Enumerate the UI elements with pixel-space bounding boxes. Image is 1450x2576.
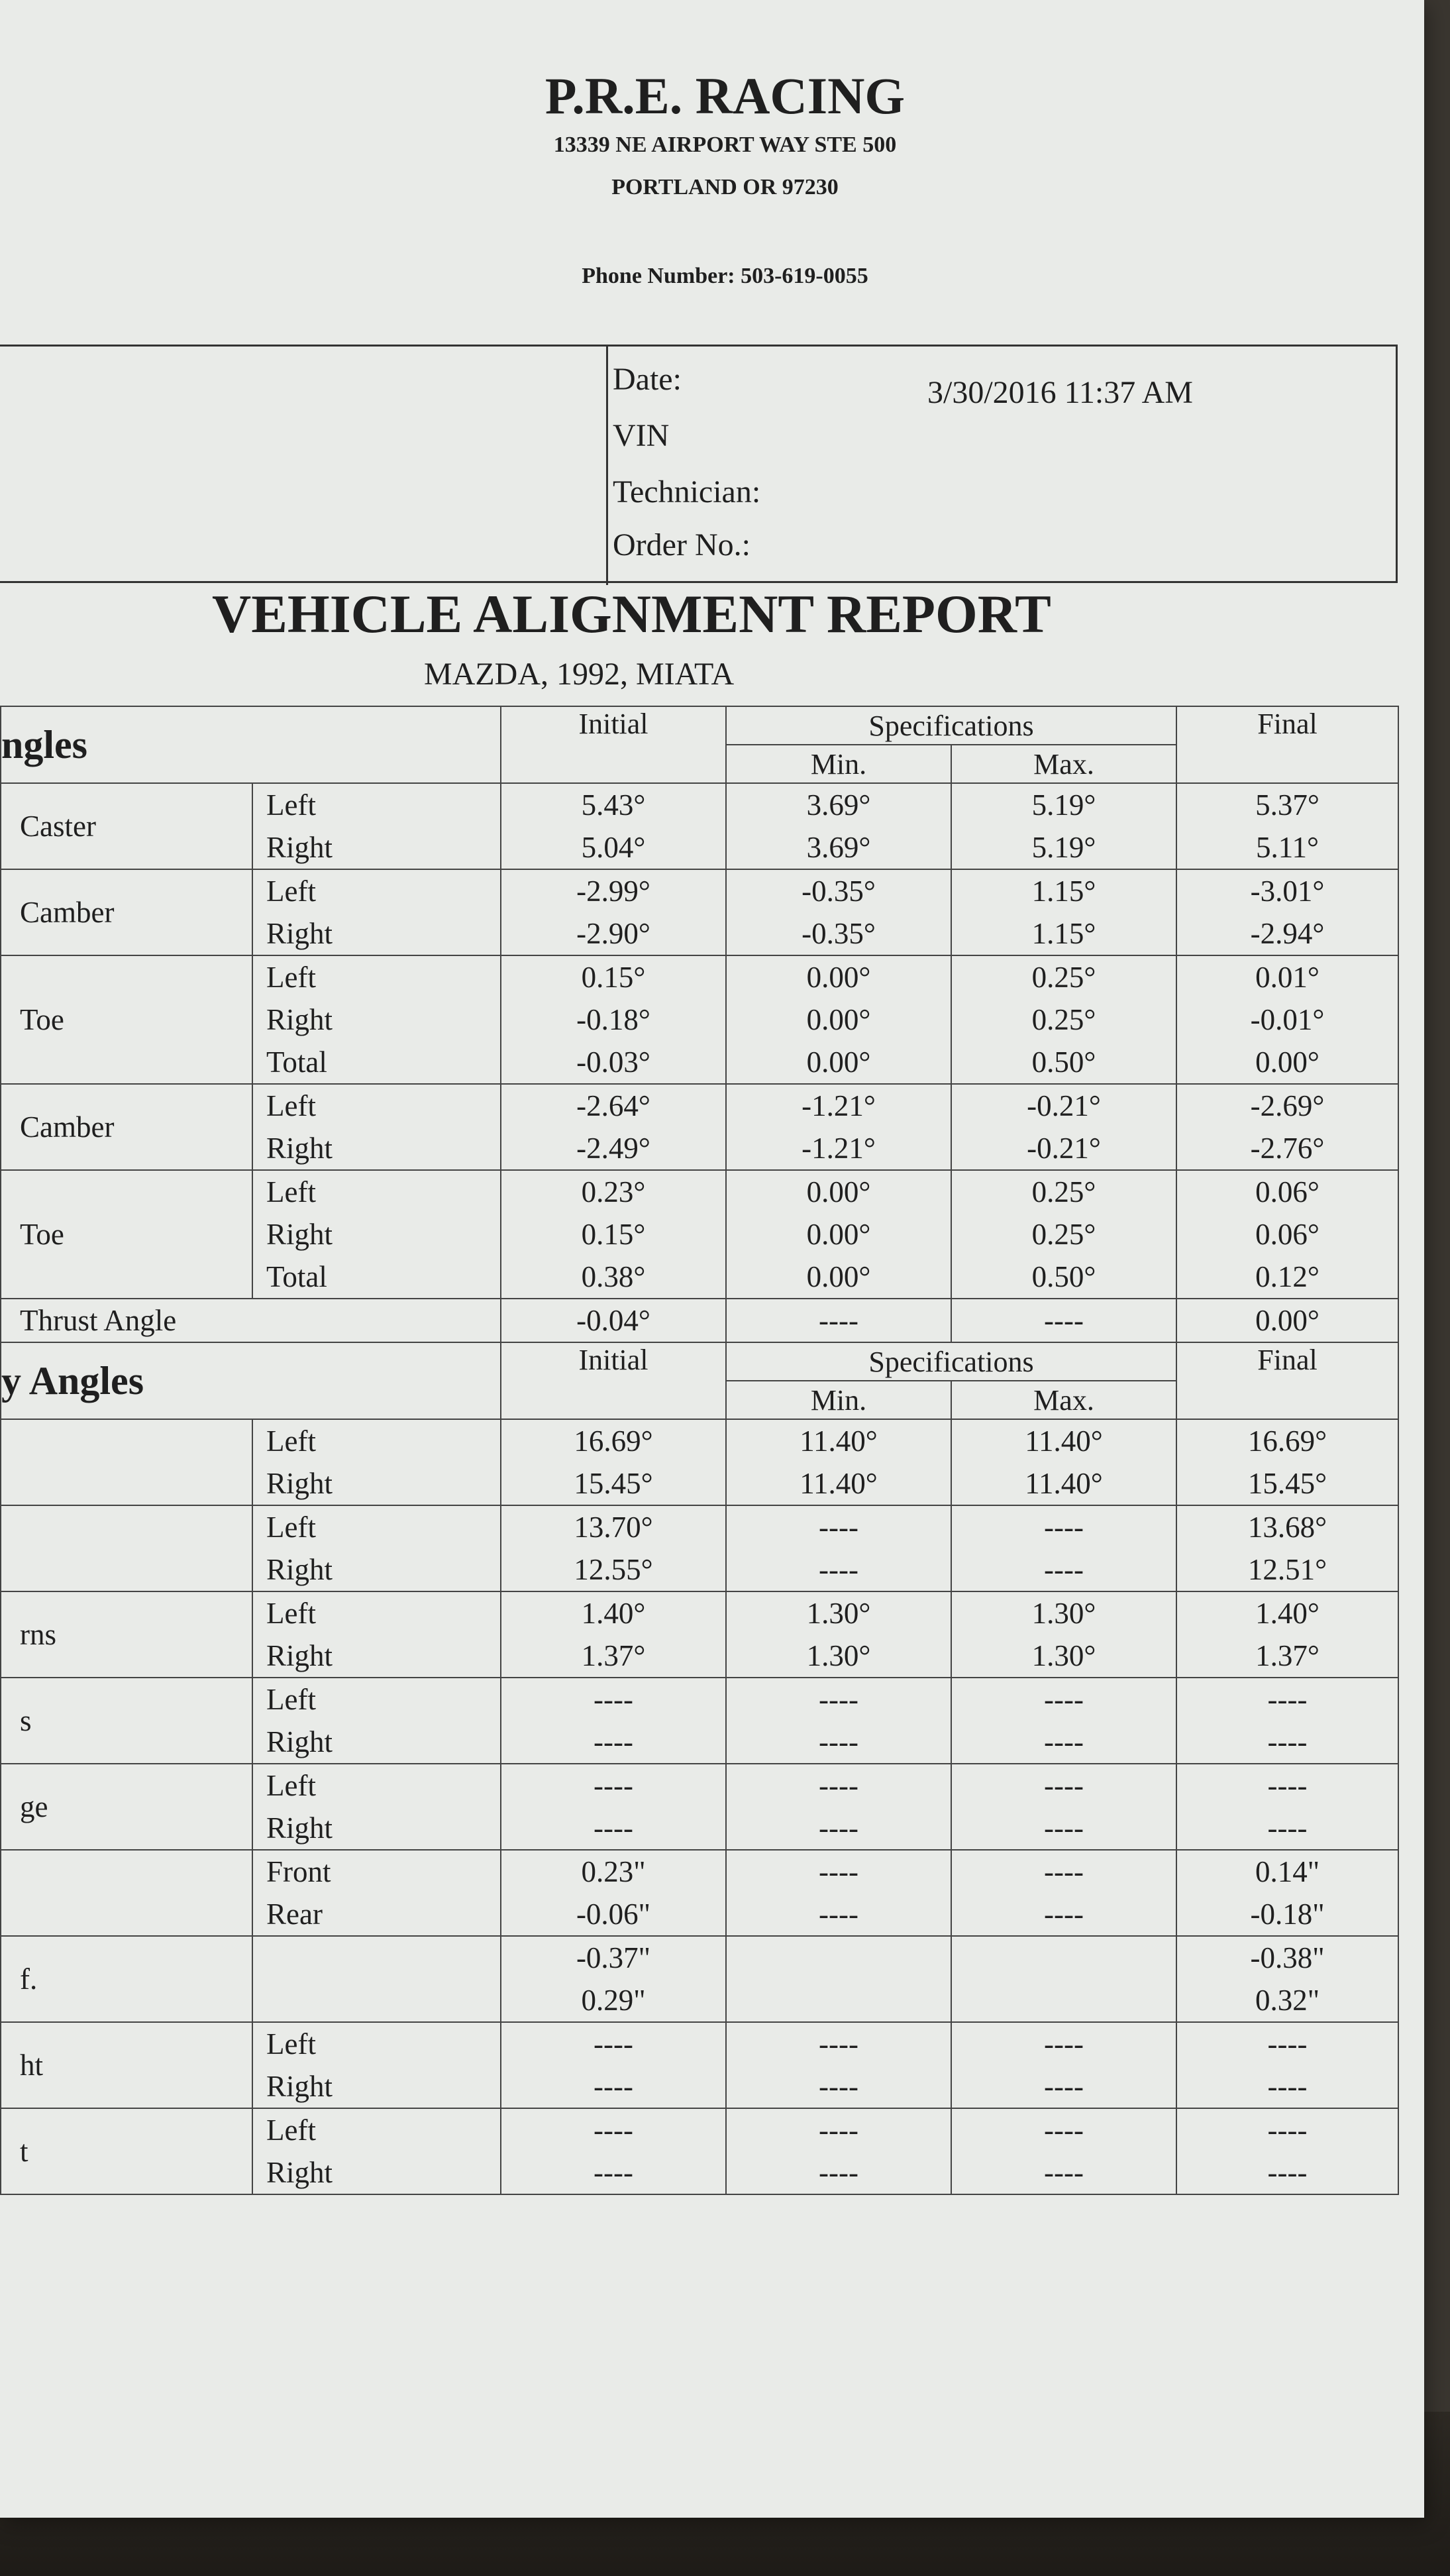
table-row — [1, 955, 1398, 1084]
max-header: Max. — [951, 745, 1176, 783]
final-cell-value: -0.18" — [1250, 1898, 1325, 1931]
side-label-value: Right — [266, 1639, 333, 1672]
max-cell-value: ---- — [1044, 2114, 1084, 2147]
thrust-final: 0.00° — [1176, 1299, 1398, 1342]
header-row-secondary — [1, 1342, 1398, 1381]
angle-label: Camber — [1, 1084, 252, 1170]
angle-label: f. — [1, 1936, 252, 2022]
side-label-value: Left — [266, 1089, 316, 1122]
max-cell — [951, 1936, 1176, 2022]
side-label-value: Left — [266, 1511, 316, 1544]
min-cell-value: ---- — [819, 1725, 858, 1758]
side-label-value: Left — [266, 2114, 316, 2147]
min-cell — [726, 1850, 951, 1936]
final-cell — [1176, 1850, 1398, 1936]
info-divider — [606, 347, 608, 585]
max-cell-value: ---- — [1044, 2070, 1084, 2103]
max-cell-value — [952, 1937, 1176, 1979]
min-cell-value: 0.00° — [806, 1175, 871, 1208]
side-label — [252, 1084, 501, 1170]
side-label — [252, 1850, 501, 1936]
max-cell-value: 11.40° — [1025, 1424, 1103, 1458]
final-cell-value: 1.37° — [1255, 1639, 1320, 1672]
initial-header: Initial — [501, 706, 726, 783]
initial-cell — [501, 1850, 726, 1936]
max-cell — [951, 1678, 1176, 1764]
max-cell-value: 0.50° — [1031, 1046, 1096, 1079]
side-label-value: Front — [266, 1855, 331, 1888]
max-cell — [951, 1850, 1176, 1936]
initial-cell-value: ---- — [594, 2114, 633, 2147]
initial-cell-value: ---- — [594, 1683, 633, 1716]
angle-label: Camber — [1, 869, 252, 955]
final-cell — [1176, 955, 1398, 1084]
final-cell-value: 0.06° — [1255, 1175, 1320, 1208]
initial-cell-value: 15.45° — [574, 1467, 653, 1500]
min-cell — [726, 955, 951, 1084]
angle-label: Toe — [1, 955, 252, 1084]
initial-cell-value: ---- — [594, 1725, 633, 1758]
min-header: Min. — [726, 745, 951, 783]
initial-cell-value: 0.29" — [581, 1984, 646, 2017]
technician-label: Technician: — [613, 474, 761, 510]
initial-cell-value: 5.04° — [581, 831, 646, 864]
initial-cell-value: ---- — [594, 2070, 633, 2103]
initial-cell-value: -0.06" — [576, 1898, 651, 1931]
max-cell-value: ---- — [1044, 1811, 1084, 1845]
thrust-max: ---- — [951, 1299, 1176, 1342]
min-cell-value: 0.00° — [806, 1260, 871, 1293]
final-cell-value: 15.45° — [1247, 1467, 1327, 1500]
min-cell-value: 3.69° — [806, 788, 871, 822]
final-header: Final — [1176, 706, 1398, 783]
side-label — [252, 783, 501, 869]
table-row — [1, 1678, 1398, 1764]
max-cell-value: ---- — [1044, 1769, 1084, 1802]
initial-cell — [501, 1419, 726, 1505]
side-label-value: Left — [266, 1769, 316, 1802]
side-label-value: Right — [266, 2070, 333, 2103]
side-label — [252, 2022, 501, 2108]
max-cell-value: 0.50° — [1031, 1260, 1096, 1293]
min-cell-value: 11.40° — [800, 1467, 878, 1500]
side-label — [252, 2108, 501, 2194]
initial-cell-value: ---- — [594, 1769, 633, 1802]
min-cell — [726, 1170, 951, 1299]
final-cell-value: 13.68° — [1247, 1511, 1327, 1544]
angle-label: Toe — [1, 1170, 252, 1299]
final-cell-value: ---- — [1267, 1811, 1308, 1845]
initial-cell — [501, 783, 726, 869]
max-cell — [951, 1505, 1176, 1591]
min-cell-value: ---- — [819, 1553, 858, 1586]
min-cell-value: 0.00° — [806, 1003, 871, 1036]
final-cell-value: ---- — [1267, 1683, 1308, 1716]
side-label-value: Left — [266, 961, 316, 994]
initial-cell-value: -0.37" — [576, 1941, 651, 1974]
final-cell — [1176, 1936, 1398, 2022]
company-phone: Phone Number: 503-619-0055 — [582, 264, 868, 288]
initial-cell-value: 12.55° — [574, 1553, 653, 1586]
initial-cell — [501, 2108, 726, 2194]
max-cell-value: -0.21° — [1027, 1132, 1101, 1165]
max-cell-value: 0.25° — [1031, 961, 1096, 994]
initial-cell — [501, 1936, 726, 2022]
initial-cell-value: -2.64° — [576, 1089, 650, 1122]
table-row — [1, 1764, 1398, 1850]
table-row — [1, 1084, 1398, 1170]
min-cell — [726, 1419, 951, 1505]
final-cell-value: ---- — [1267, 1769, 1308, 1802]
initial-cell — [501, 2022, 726, 2108]
max-cell — [951, 783, 1176, 869]
final-cell — [1176, 2108, 1398, 2194]
initial-cell-value: 0.15° — [581, 961, 646, 994]
min-cell-value: ---- — [819, 2156, 858, 2189]
min-cell — [726, 869, 951, 955]
table-row — [1, 1591, 1398, 1678]
min-cell-value: 0.00° — [806, 1046, 871, 1079]
side-label-value: Left — [266, 1683, 316, 1716]
final-cell-value: 16.69° — [1247, 1424, 1327, 1458]
final-cell-value: 5.11° — [1255, 831, 1320, 864]
angle-label: rns — [1, 1591, 252, 1678]
date-label: Date: — [613, 362, 682, 397]
final-cell-value: -0.38" — [1250, 1941, 1325, 1974]
side-label-value: Right — [266, 1553, 333, 1586]
max-cell-value: 1.15° — [1031, 875, 1096, 908]
min-cell — [726, 1591, 951, 1678]
max-cell-value: 5.19° — [1031, 788, 1096, 822]
min-cell-value: 0.00° — [806, 1218, 871, 1251]
table-row — [1, 1170, 1398, 1299]
min-cell — [726, 1505, 951, 1591]
final-cell — [1176, 1678, 1398, 1764]
side-label — [252, 869, 501, 955]
max-cell-value: ---- — [1044, 1898, 1084, 1931]
final-cell-value: ---- — [1267, 2070, 1308, 2103]
side-label — [252, 955, 501, 1084]
min-cell-value: -1.21° — [802, 1089, 876, 1122]
min-cell — [726, 783, 951, 869]
side-label-value: Left — [266, 1597, 316, 1630]
min-cell-value: ---- — [819, 1511, 858, 1544]
side-label-value: Right — [266, 1467, 333, 1500]
final-cell — [1176, 1419, 1398, 1505]
alignment-table — [0, 706, 1399, 2195]
company-name: P.R.E. RACING — [544, 67, 906, 125]
thrust-initial: -0.04° — [501, 1299, 726, 1342]
max-cell-value: 0.25° — [1031, 1218, 1096, 1251]
final-cell — [1176, 1170, 1398, 1299]
max-cell — [951, 1764, 1176, 1850]
initial-cell — [501, 955, 726, 1084]
side-label-value: Total — [266, 1046, 327, 1079]
final-cell-value: -2.76° — [1250, 1132, 1325, 1165]
side-label-value — [266, 1979, 500, 2021]
max-cell-value: 1.30° — [1031, 1639, 1096, 1672]
min-cell-value: ---- — [819, 1683, 858, 1716]
initial-cell-value: 0.23° — [581, 1175, 646, 1208]
side-label-value: Right — [266, 1725, 333, 1758]
side-label-value: Left — [266, 875, 316, 908]
max-cell-value: ---- — [1044, 1511, 1084, 1544]
angle-label: ge — [1, 1764, 252, 1850]
initial-cell-value: -0.18° — [576, 1003, 650, 1036]
initial-cell — [501, 1678, 726, 1764]
angle-label: ht — [1, 2022, 252, 2108]
thrust-angle-label: Thrust Angle — [1, 1299, 501, 1342]
min-cell-value — [727, 1979, 951, 2021]
max-cell-value: ---- — [1044, 1855, 1084, 1888]
angle-label — [1, 1505, 252, 1591]
max-cell-value: 1.30° — [1031, 1597, 1096, 1630]
side-label-value: Left — [266, 788, 316, 822]
min-cell — [726, 1084, 951, 1170]
side-label — [252, 1505, 501, 1591]
initial-header: Initial — [501, 1342, 726, 1419]
initial-cell-value: 0.15° — [581, 1218, 646, 1251]
initial-cell-value: 1.37° — [581, 1639, 646, 1672]
final-cell-value: -0.01° — [1250, 1003, 1325, 1036]
max-cell — [951, 2022, 1176, 2108]
final-cell-value: 0.32" — [1255, 1984, 1320, 2017]
max-cell-value: 5.19° — [1031, 831, 1096, 864]
vehicle-description: MAZDA, 1992, MIATA — [424, 657, 735, 692]
initial-cell-value: -2.49° — [576, 1132, 650, 1165]
header-row-primary — [1, 706, 1398, 745]
section-title-secondary: y Angles — [1, 1342, 501, 1419]
final-cell-value: -2.69° — [1250, 1089, 1325, 1122]
final-cell-value: 0.00° — [1255, 1046, 1320, 1079]
table-row — [1, 1505, 1398, 1591]
max-cell-value: ---- — [1044, 2027, 1084, 2061]
table-row — [1, 2022, 1398, 2108]
min-cell-value: 1.30° — [806, 1639, 871, 1672]
side-label-value: Total — [266, 1260, 327, 1293]
max-cell-value: ---- — [1044, 1683, 1084, 1716]
side-label-value: Right — [266, 917, 333, 950]
max-cell — [951, 1170, 1176, 1299]
final-cell-value: 12.51° — [1247, 1553, 1327, 1586]
min-header: Min. — [726, 1381, 951, 1419]
min-cell-value: ---- — [819, 1855, 858, 1888]
initial-cell-value: -0.03° — [576, 1046, 650, 1079]
angle-label — [1, 1419, 252, 1505]
max-cell — [951, 955, 1176, 1084]
initial-cell-value: ---- — [594, 2156, 633, 2189]
min-cell — [726, 1764, 951, 1850]
final-cell-value: 5.37° — [1255, 788, 1320, 822]
initial-cell-value: -2.90° — [576, 917, 650, 950]
side-label-value: Left — [266, 1424, 316, 1458]
final-cell — [1176, 783, 1398, 869]
max-cell-value: ---- — [1044, 1553, 1084, 1586]
final-cell-value: 0.14" — [1255, 1855, 1320, 1888]
side-label — [252, 1170, 501, 1299]
angle-label — [1, 1850, 252, 1936]
max-cell — [951, 1419, 1176, 1505]
initial-cell-value: 0.23" — [581, 1855, 646, 1888]
final-cell-value: ---- — [1267, 2027, 1308, 2061]
company-address-line1: 13339 NE AIRPORT WAY STE 500 — [553, 133, 897, 157]
table-row — [1, 783, 1398, 869]
initial-cell-value: 1.40° — [581, 1597, 646, 1630]
side-label — [252, 1764, 501, 1850]
min-cell-value: 0.00° — [806, 961, 871, 994]
initial-cell — [501, 1170, 726, 1299]
company-address-line2: PORTLAND OR 97230 — [611, 175, 839, 199]
min-cell-value: -1.21° — [802, 1132, 876, 1165]
specifications-header: Specifications — [726, 1342, 1176, 1381]
min-cell-value: ---- — [819, 1769, 858, 1802]
side-label-value: Right — [266, 1003, 333, 1036]
angle-label: t — [1, 2108, 252, 2194]
min-cell — [726, 2022, 951, 2108]
side-label-value: Left — [266, 1175, 316, 1208]
final-cell-value: -3.01° — [1250, 875, 1325, 908]
side-label-value: Right — [266, 831, 333, 864]
table-row — [1, 1419, 1398, 1505]
max-cell-value: ---- — [1044, 1725, 1084, 1758]
initial-cell-value: 16.69° — [574, 1424, 653, 1458]
min-cell — [726, 1936, 951, 2022]
final-cell-value: ---- — [1267, 1725, 1308, 1758]
side-label-value — [266, 1937, 500, 1979]
side-label — [252, 1419, 501, 1505]
min-cell-value: ---- — [819, 1898, 858, 1931]
min-cell — [726, 2108, 951, 2194]
max-cell-value: 0.25° — [1031, 1175, 1096, 1208]
angle-label: Caster — [1, 783, 252, 869]
initial-cell-value: ---- — [594, 2027, 633, 2061]
final-cell-value: -2.94° — [1250, 917, 1325, 950]
date-value: 3/30/2016 11:37 AM — [927, 375, 1193, 410]
initial-cell — [501, 1505, 726, 1591]
final-cell-value: 0.01° — [1255, 961, 1320, 994]
final-cell-value: 0.12° — [1255, 1260, 1320, 1293]
final-cell — [1176, 869, 1398, 955]
angle-label: s — [1, 1678, 252, 1764]
max-cell-value: 1.15° — [1031, 917, 1096, 950]
table-row — [1, 869, 1398, 955]
final-cell — [1176, 1764, 1398, 1850]
max-cell — [951, 1591, 1176, 1678]
final-header: Final — [1176, 1342, 1398, 1419]
max-cell-value: ---- — [1044, 2156, 1084, 2189]
max-cell-value: 0.25° — [1031, 1003, 1096, 1036]
initial-cell — [501, 1591, 726, 1678]
report-title: VEHICLE ALIGNMENT REPORT — [212, 584, 1051, 644]
table-row — [1, 2108, 1398, 2194]
min-cell-value: ---- — [819, 2114, 858, 2147]
side-label — [252, 1591, 501, 1678]
vin-label: VIN — [613, 418, 670, 453]
side-label — [252, 1678, 501, 1764]
initial-cell — [501, 1764, 726, 1850]
min-cell-value: ---- — [819, 1811, 858, 1845]
table-row — [1, 1850, 1398, 1936]
max-cell-value — [952, 1979, 1176, 2021]
initial-cell-value: 13.70° — [574, 1511, 653, 1544]
side-label — [252, 1936, 501, 2022]
min-cell-value: 11.40° — [800, 1424, 878, 1458]
max-cell — [951, 1084, 1176, 1170]
min-cell-value: ---- — [819, 2027, 858, 2061]
min-cell-value: 1.30° — [806, 1597, 871, 1630]
final-cell — [1176, 1084, 1398, 1170]
max-cell — [951, 2108, 1176, 2194]
final-cell — [1176, 1591, 1398, 1678]
section-title-primary: ngles — [1, 706, 501, 783]
initial-cell-value: 5.43° — [581, 788, 646, 822]
min-cell — [726, 1678, 951, 1764]
order-number-label: Order No.: — [613, 527, 751, 563]
side-label-value: Right — [266, 1132, 333, 1165]
min-cell-value: ---- — [819, 2070, 858, 2103]
specifications-header: Specifications — [726, 706, 1176, 745]
final-cell-value: 0.06° — [1255, 1218, 1320, 1251]
max-header: Max. — [951, 1381, 1176, 1419]
min-cell-value: 3.69° — [806, 831, 871, 864]
final-cell-value: ---- — [1267, 2114, 1308, 2147]
table-row — [1, 1936, 1398, 2022]
initial-cell-value: -2.99° — [576, 875, 650, 908]
max-cell-value: 11.40° — [1025, 1467, 1103, 1500]
final-cell — [1176, 1505, 1398, 1591]
min-cell-value: -0.35° — [802, 875, 876, 908]
thrust-min: ---- — [726, 1299, 951, 1342]
initial-cell-value: ---- — [594, 1811, 633, 1845]
side-label-value: Right — [266, 1218, 333, 1251]
min-cell-value — [727, 1937, 951, 1979]
final-cell — [1176, 2022, 1398, 2108]
final-cell-value: 1.40° — [1255, 1597, 1320, 1630]
side-label-value: Left — [266, 2027, 316, 2061]
side-label-value: Rear — [266, 1898, 323, 1931]
side-label-value: Right — [266, 1811, 333, 1845]
thrust-angle-row — [1, 1299, 1398, 1342]
initial-cell-value: 0.38° — [581, 1260, 646, 1293]
max-cell — [951, 869, 1176, 955]
final-cell-value: ---- — [1267, 2156, 1308, 2189]
max-cell-value: -0.21° — [1027, 1089, 1101, 1122]
side-label-value: Right — [266, 2156, 333, 2189]
initial-cell — [501, 1084, 726, 1170]
initial-cell — [501, 869, 726, 955]
min-cell-value: -0.35° — [802, 917, 876, 950]
